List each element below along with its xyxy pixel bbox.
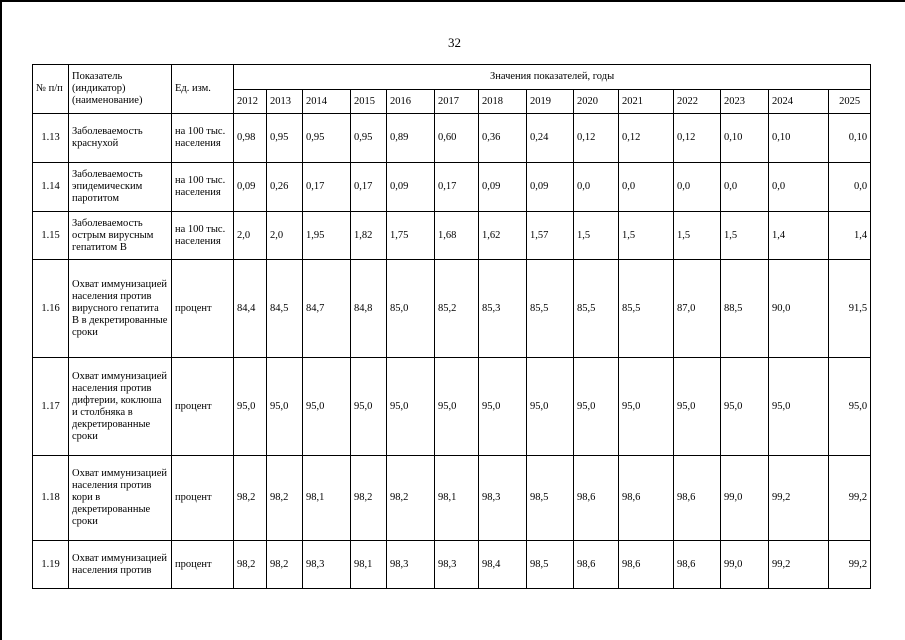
table-row	[33, 358, 871, 456]
value-cell: 0,0	[574, 163, 619, 212]
value-cell: 0,12	[574, 114, 619, 163]
value-cell: 98,2	[267, 456, 303, 541]
value-cell: 1,5	[674, 212, 721, 260]
value-cell: 91,5	[829, 260, 871, 358]
value-cell: 0,17	[435, 163, 479, 212]
value-cell: 98,3	[435, 541, 479, 589]
value-cell: 99,2	[829, 541, 871, 589]
value-cell: 2,0	[267, 212, 303, 260]
value-cell: 85,5	[527, 260, 574, 358]
header-year: 2025	[829, 90, 871, 114]
header-year: 2019	[527, 90, 574, 114]
value-cell: 99,2	[769, 541, 829, 589]
value-cell: 95,0	[527, 358, 574, 456]
value-cell: 84,8	[351, 260, 387, 358]
value-cell: 90,0	[769, 260, 829, 358]
value-cell: 0,12	[619, 114, 674, 163]
indicator-name: Заболеваемость эпидемическим паротитом	[69, 163, 172, 212]
value-cell: 95,0	[234, 358, 267, 456]
row-number: 1.16	[33, 260, 69, 358]
header-year: 2021	[619, 90, 674, 114]
value-cell: 99,2	[829, 456, 871, 541]
value-cell: 87,0	[674, 260, 721, 358]
value-cell: 0,95	[303, 114, 351, 163]
value-cell: 88,5	[721, 260, 769, 358]
value-cell: 98,3	[387, 541, 435, 589]
value-cell: 0,0	[619, 163, 674, 212]
row-number: 1.17	[33, 358, 69, 456]
value-cell: 1,4	[769, 212, 829, 260]
value-cell: 84,4	[234, 260, 267, 358]
value-cell: 98,4	[479, 541, 527, 589]
value-cell: 95,0	[574, 358, 619, 456]
value-cell: 98,2	[234, 456, 267, 541]
table-row	[33, 114, 871, 163]
value-cell: 85,3	[479, 260, 527, 358]
value-cell: 95,0	[769, 358, 829, 456]
row-number: 1.13	[33, 114, 69, 163]
row-number: 1.19	[33, 541, 69, 589]
value-cell: 95,0	[479, 358, 527, 456]
value-cell: 1,5	[619, 212, 674, 260]
table-row	[33, 541, 871, 589]
value-cell: 95,0	[674, 358, 721, 456]
value-cell: 98,6	[674, 541, 721, 589]
value-cell: 85,5	[619, 260, 674, 358]
row-number: 1.14	[33, 163, 69, 212]
header-year: 2018	[479, 90, 527, 114]
value-cell: 95,0	[435, 358, 479, 456]
value-cell: 99,2	[769, 456, 829, 541]
table-row	[33, 212, 871, 260]
page-number: 32	[448, 35, 461, 50]
value-cell: 84,7	[303, 260, 351, 358]
value-cell: 0,09	[234, 163, 267, 212]
value-cell: 98,6	[574, 456, 619, 541]
unit: на 100 тыс. населения	[172, 212, 234, 260]
value-cell: 95,0	[267, 358, 303, 456]
row-number: 1.18	[33, 456, 69, 541]
table-row	[33, 456, 871, 541]
unit: процент	[172, 456, 234, 541]
value-cell: 98,1	[351, 541, 387, 589]
value-cell: 0,95	[351, 114, 387, 163]
value-cell: 1,5	[721, 212, 769, 260]
value-cell: 98,5	[527, 541, 574, 589]
table-row	[33, 163, 871, 212]
header-year: 2012	[234, 90, 267, 114]
value-cell: 0,0	[721, 163, 769, 212]
value-cell: 98,2	[267, 541, 303, 589]
value-cell: 1,4	[829, 212, 871, 260]
value-cell: 1,57	[527, 212, 574, 260]
value-cell: 95,0	[829, 358, 871, 456]
header-year: 2013	[267, 90, 303, 114]
value-cell: 98,2	[234, 541, 267, 589]
header-unit: Ед. изм.	[172, 65, 234, 114]
value-cell: 98,1	[435, 456, 479, 541]
value-cell: 0,10	[829, 114, 871, 163]
value-cell: 98,1	[303, 456, 351, 541]
header-num: № п/п	[33, 65, 69, 114]
value-cell: 0,17	[351, 163, 387, 212]
unit: на 100 тыс. населения	[172, 163, 234, 212]
header-year: 2017	[435, 90, 479, 114]
value-cell: 85,2	[435, 260, 479, 358]
value-cell: 98,3	[303, 541, 351, 589]
value-cell: 98,6	[619, 541, 674, 589]
table-body	[33, 114, 871, 589]
unit: на 100 тыс. населения	[172, 114, 234, 163]
value-cell: 98,2	[387, 456, 435, 541]
value-cell: 95,0	[721, 358, 769, 456]
value-cell: 85,5	[574, 260, 619, 358]
value-cell: 95,0	[303, 358, 351, 456]
value-cell: 95,0	[619, 358, 674, 456]
value-cell: 2,0	[234, 212, 267, 260]
value-cell: 98,2	[351, 456, 387, 541]
value-cell: 0,09	[527, 163, 574, 212]
value-cell: 0,26	[267, 163, 303, 212]
value-cell: 1,75	[387, 212, 435, 260]
header-row-top	[33, 65, 871, 90]
header-year: 2020	[574, 90, 619, 114]
value-cell: 85,0	[387, 260, 435, 358]
value-cell: 99,0	[721, 541, 769, 589]
value-cell: 0,36	[479, 114, 527, 163]
value-cell: 95,0	[351, 358, 387, 456]
value-cell: 0,09	[387, 163, 435, 212]
table-row	[33, 260, 871, 358]
value-cell: 98,3	[479, 456, 527, 541]
value-cell: 0,24	[527, 114, 574, 163]
value-cell: 0,89	[387, 114, 435, 163]
value-cell: 0,09	[479, 163, 527, 212]
header-year: 2022	[674, 90, 721, 114]
header-year: 2014	[303, 90, 351, 114]
value-cell: 1,5	[574, 212, 619, 260]
value-cell: 0,0	[674, 163, 721, 212]
value-cell: 1,62	[479, 212, 527, 260]
value-cell: 98,5	[527, 456, 574, 541]
value-cell: 98,6	[674, 456, 721, 541]
header-values-title: Значения показателей, годы	[234, 65, 871, 90]
value-cell: 98,6	[574, 541, 619, 589]
indicator-name: Охват иммунизацией населения против дифтерии, коклюша и столбняка в декретированные сроки	[69, 358, 172, 456]
unit: процент	[172, 260, 234, 358]
indicator-name: Охват иммунизацией населения против вирусного гепатита В в декретированные сроки	[69, 260, 172, 358]
value-cell: 0,17	[303, 163, 351, 212]
value-cell: 0,12	[674, 114, 721, 163]
indicator-name: Охват иммунизацией населения против кори в декретированные сроки	[69, 456, 172, 541]
value-cell: 0,0	[829, 163, 871, 212]
value-cell: 0,60	[435, 114, 479, 163]
value-cell: 1,82	[351, 212, 387, 260]
unit: процент	[172, 358, 234, 456]
value-cell: 95,0	[387, 358, 435, 456]
header-year: 2015	[351, 90, 387, 114]
value-cell: 99,0	[721, 456, 769, 541]
header-year: 2016	[387, 90, 435, 114]
value-cell: 0,10	[769, 114, 829, 163]
indicators-table	[32, 64, 871, 589]
value-cell: 0,10	[721, 114, 769, 163]
value-cell: 0,95	[267, 114, 303, 163]
row-number: 1.15	[33, 212, 69, 260]
indicator-name: Охват иммунизацией населения против	[69, 541, 172, 589]
value-cell: 0,98	[234, 114, 267, 163]
indicator-name: Заболеваемость краснухой	[69, 114, 172, 163]
value-cell: 1,68	[435, 212, 479, 260]
unit: процент	[172, 541, 234, 589]
value-cell: 0,0	[769, 163, 829, 212]
header-year: 2024	[769, 90, 829, 114]
value-cell: 84,5	[267, 260, 303, 358]
header-indicator: Показатель (индикатор) (наименование)	[69, 65, 172, 114]
header-year: 2023	[721, 90, 769, 114]
value-cell: 98,6	[619, 456, 674, 541]
value-cell: 1,95	[303, 212, 351, 260]
indicator-name: Заболеваемость острым вирусным гепатитом В	[69, 212, 172, 260]
